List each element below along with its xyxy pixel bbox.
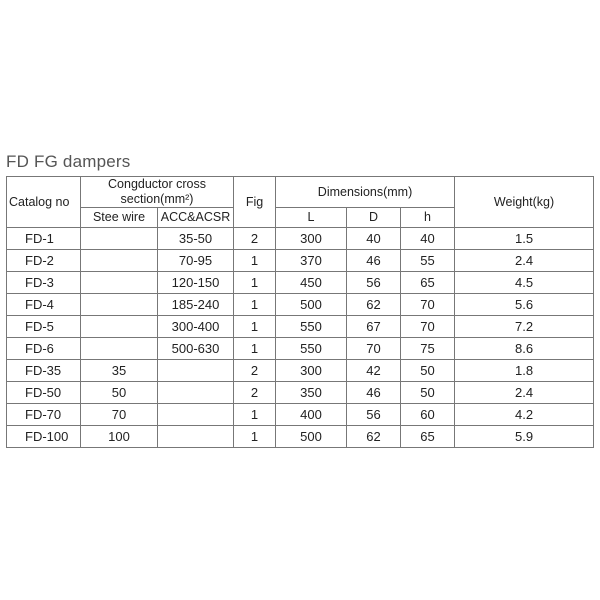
steel-wire-cell: 100: [81, 426, 158, 448]
table-row: [7, 404, 594, 426]
diameter-cell: 46: [347, 382, 401, 404]
acc-acsr-cell: 70-95: [158, 250, 234, 272]
fig-header: Fig: [234, 177, 276, 228]
height-cell: 65: [401, 272, 455, 294]
fig-cell: 1: [234, 294, 276, 316]
length-cell: 550: [276, 338, 347, 360]
fig-cell: 1: [234, 272, 276, 294]
table-row: [7, 250, 594, 272]
steel-wire-cell: 70: [81, 404, 158, 426]
catalog-cell: FD-50: [7, 382, 81, 404]
steel-wire-cell: [81, 250, 158, 272]
length-header: L: [276, 208, 347, 228]
table-row: [7, 316, 594, 338]
diameter-cell: 62: [347, 426, 401, 448]
acc-acsr-cell: [158, 382, 234, 404]
weight-cell: 2.4: [455, 250, 594, 272]
acc-acsr-cell: [158, 360, 234, 382]
length-cell: 450: [276, 272, 347, 294]
length-cell: 300: [276, 360, 347, 382]
fig-cell: 2: [234, 382, 276, 404]
diameter-cell: 62: [347, 294, 401, 316]
fig-cell: 1: [234, 426, 276, 448]
catalog-cell: FD-35: [7, 360, 81, 382]
spec-table: [6, 176, 594, 448]
diameter-cell: 67: [347, 316, 401, 338]
acc-acsr-cell: 300-400: [158, 316, 234, 338]
height-cell: 50: [401, 382, 455, 404]
catalog-cell: FD-1: [7, 228, 81, 250]
catalog-cell: FD-2: [7, 250, 81, 272]
table-row: [7, 426, 594, 448]
height-header: h: [401, 208, 455, 228]
weight-cell: 7.2: [455, 316, 594, 338]
fig-cell: 2: [234, 228, 276, 250]
length-cell: 550: [276, 316, 347, 338]
weight-cell: 1.8: [455, 360, 594, 382]
diameter-cell: 40: [347, 228, 401, 250]
length-cell: 500: [276, 426, 347, 448]
page-title: FD FG dampers: [6, 152, 131, 171]
fig-cell: 2: [234, 360, 276, 382]
steel-wire-cell: 50: [81, 382, 158, 404]
steel-wire-cell: [81, 294, 158, 316]
conductor-header: Congductor cross section(mm²): [81, 177, 234, 208]
fig-cell: 1: [234, 316, 276, 338]
dimensions-header: Dimensions(mm): [276, 177, 455, 208]
acc-acsr-cell: 35-50: [158, 228, 234, 250]
height-cell: 60: [401, 404, 455, 426]
weight-cell: 5.9: [455, 426, 594, 448]
steel-wire-header: Stee wire: [81, 208, 158, 228]
steel-wire-cell: [81, 228, 158, 250]
weight-cell: 8.6: [455, 338, 594, 360]
diameter-cell: 56: [347, 272, 401, 294]
table-row: [7, 382, 594, 404]
table-row: [7, 294, 594, 316]
header-row: [7, 177, 594, 208]
height-cell: 50: [401, 360, 455, 382]
diameter-cell: 70: [347, 338, 401, 360]
catalog-cell: FD-70: [7, 404, 81, 426]
fig-cell: 1: [234, 404, 276, 426]
weight-cell: 1.5: [455, 228, 594, 250]
length-cell: 500: [276, 294, 347, 316]
diameter-cell: 56: [347, 404, 401, 426]
table-row: [7, 228, 594, 250]
steel-wire-cell: 35: [81, 360, 158, 382]
length-cell: 400: [276, 404, 347, 426]
weight-cell: 5.6: [455, 294, 594, 316]
catalog-cell: FD-3: [7, 272, 81, 294]
catalog-cell: FD-100: [7, 426, 81, 448]
length-cell: 370: [276, 250, 347, 272]
weight-header: Weight(kg): [455, 177, 594, 228]
weight-cell: 4.5: [455, 272, 594, 294]
table-row: [7, 360, 594, 382]
height-cell: 70: [401, 316, 455, 338]
height-cell: 40: [401, 228, 455, 250]
table-row: [7, 272, 594, 294]
length-cell: 350: [276, 382, 347, 404]
acc-acsr-cell: [158, 426, 234, 448]
diameter-header: D: [347, 208, 401, 228]
diameter-cell: 42: [347, 360, 401, 382]
catalog-cell: FD-6: [7, 338, 81, 360]
acc-acsr-cell: 500-630: [158, 338, 234, 360]
acc-acsr-cell: [158, 404, 234, 426]
catalog-header: Catalog no: [7, 177, 81, 228]
height-cell: 70: [401, 294, 455, 316]
height-cell: 65: [401, 426, 455, 448]
steel-wire-cell: [81, 338, 158, 360]
catalog-cell: FD-4: [7, 294, 81, 316]
steel-wire-cell: [81, 316, 158, 338]
catalog-cell: FD-5: [7, 316, 81, 338]
height-cell: 55: [401, 250, 455, 272]
acc-acsr-cell: 185-240: [158, 294, 234, 316]
steel-wire-cell: [81, 272, 158, 294]
acc-acsr-header: ACC&ACSR: [158, 208, 234, 228]
weight-cell: 2.4: [455, 382, 594, 404]
diameter-cell: 46: [347, 250, 401, 272]
weight-cell: 4.2: [455, 404, 594, 426]
fig-cell: 1: [234, 250, 276, 272]
acc-acsr-cell: 120-150: [158, 272, 234, 294]
table-row: [7, 338, 594, 360]
fig-cell: 1: [234, 338, 276, 360]
height-cell: 75: [401, 338, 455, 360]
length-cell: 300: [276, 228, 347, 250]
